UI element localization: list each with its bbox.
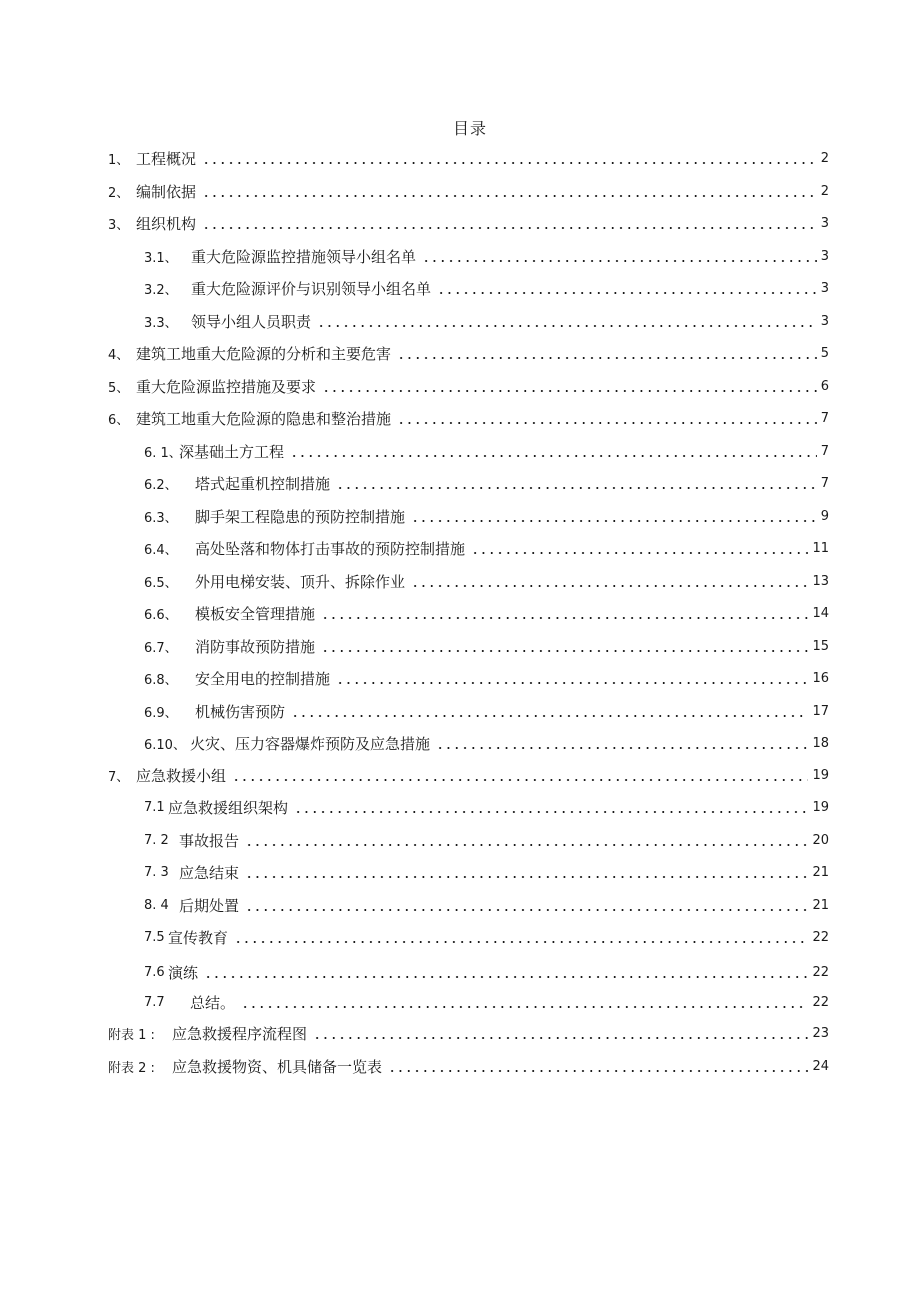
toc-entry[interactable] (108, 179, 829, 203)
toc-entry-page: 5 (820, 345, 829, 361)
dot-leader (290, 455, 817, 457)
dot-leader (411, 520, 817, 522)
toc-entry[interactable] (108, 406, 829, 430)
toc-entry-number: 7.7 (144, 994, 165, 1010)
toc-entry-page: 2 (820, 150, 829, 166)
toc-entry-page: 22 (812, 964, 829, 980)
toc-entry-page: 22 (812, 929, 829, 945)
dot-leader (397, 422, 817, 424)
toc-entry-number: 6.10、 (144, 737, 186, 753)
toc-entry[interactable] (144, 925, 829, 949)
dot-leader (397, 357, 817, 359)
toc-entry-page: 15 (812, 638, 829, 654)
dot-leader (234, 941, 808, 943)
toc-entry[interactable] (144, 990, 829, 1014)
toc-entry[interactable] (108, 211, 829, 235)
toc-entry-page: 21 (812, 897, 829, 913)
toc-entry[interactable] (144, 731, 829, 755)
toc-entry-page: 16 (812, 670, 829, 686)
toc-entry[interactable] (144, 860, 829, 884)
toc-entry[interactable] (144, 893, 829, 917)
toc-entry-label: 塔式起重机控制措施 (195, 474, 331, 493)
dot-leader (471, 552, 808, 554)
toc-entry-page: 7 (820, 410, 829, 426)
toc-entry-page: 14 (812, 605, 829, 621)
toc-entry-number: 7. 3 (144, 864, 169, 880)
toc-entry-number: 3、 (108, 217, 130, 233)
toc-entry-page: 3 (820, 313, 829, 329)
toc-entry-number: 2、 (108, 185, 130, 201)
toc-entry-label: 应急救援程序流程图 (172, 1024, 308, 1043)
dot-leader (202, 195, 817, 197)
toc-entry-number: 6.8、 (144, 672, 178, 688)
dot-leader (241, 1006, 808, 1008)
dot-leader (204, 976, 808, 978)
toc-entry-label: 深基础土方工程 (179, 442, 285, 461)
toc-entry-number: 6.9、 (144, 705, 178, 721)
dot-leader (313, 1037, 808, 1039)
toc-entry-label: 机械伤害预防 (195, 702, 286, 721)
toc-entry[interactable] (144, 309, 829, 333)
dot-leader (294, 811, 808, 813)
dot-leader (411, 585, 808, 587)
dot-leader (291, 715, 808, 717)
toc-entry-number: 7、 (108, 769, 130, 785)
toc-entry-page: 2 (820, 183, 829, 199)
toc-entry[interactable] (144, 634, 829, 658)
dot-leader (245, 876, 808, 878)
toc-entry-label: 宣传教育 (168, 928, 229, 947)
toc-entry[interactable] (144, 244, 829, 268)
dot-leader (422, 260, 817, 262)
dot-leader (436, 747, 808, 749)
toc-entry-label: 高处坠落和物体打击事故的预防控制措施 (195, 539, 466, 558)
toc-entry-label: 领导小组人员职责 (191, 312, 312, 331)
toc-entry-label: 脚手架工程隐患的预防控制措施 (195, 507, 406, 526)
toc-entry-label: 应急救援小组 (136, 766, 227, 785)
toc-entry-page: 19 (812, 799, 829, 815)
toc-entry-page: 23 (812, 1025, 829, 1041)
dot-leader (321, 650, 808, 652)
toc-entry[interactable] (144, 536, 829, 560)
toc-entry[interactable] (144, 504, 829, 528)
toc-entry[interactable] (144, 439, 829, 463)
toc-entry-number: 6. 1、 (144, 445, 182, 461)
toc-entry[interactable] (144, 699, 829, 723)
toc-entry-number: 7.6 (144, 964, 165, 980)
toc-entry-label: 组织机构 (136, 214, 197, 233)
toc-entry-number: 1、 (108, 152, 130, 168)
toc-entry-page: 3 (820, 215, 829, 231)
toc-entry-page: 17 (812, 703, 829, 719)
toc-entry[interactable] (144, 795, 829, 819)
toc-entry-label: 总结。 (190, 993, 236, 1012)
toc-entry-number: 6.4、 (144, 542, 178, 558)
toc-entry[interactable] (144, 569, 829, 593)
dot-leader (336, 682, 808, 684)
toc-entry-number: 6.7、 (144, 640, 178, 656)
toc-entry-number: 3.1、 (144, 250, 178, 266)
toc-entry[interactable] (144, 666, 829, 690)
dot-leader (388, 1070, 808, 1072)
toc-entry-number: 7. 2 (144, 832, 169, 848)
toc-entry-label: 应急救援物资、机具储备一览表 (172, 1057, 383, 1076)
toc-entry-number: 3.3、 (144, 315, 178, 331)
toc-entry-page: 9 (820, 508, 829, 524)
toc-entry-page: 20 (812, 832, 829, 848)
toc-entry-label: 工程概况 (136, 149, 197, 168)
toc-entry-page: 13 (812, 573, 829, 589)
toc-entry-number: 6.6、 (144, 607, 178, 623)
toc-entry-label: 应急结束 (179, 863, 240, 882)
toc-entry-label: 火灾、压力容器爆炸预防及应急措施 (190, 734, 431, 753)
toc-entry-number: 附表 2 : (108, 1060, 155, 1076)
toc-entry-number: 4、 (108, 347, 130, 363)
toc-entry-label: 编制依据 (136, 182, 197, 201)
toc-entry-label: 消防事故预防措施 (195, 637, 316, 656)
dot-leader (232, 779, 808, 781)
toc-entry-label: 重大危险源评价与识别领导小组名单 (191, 279, 432, 298)
toc-entry-number: 6.5、 (144, 575, 178, 591)
toc-entry-page: 24 (812, 1058, 829, 1074)
toc-entry-number: 6.3、 (144, 510, 178, 526)
toc-entry-page: 7 (820, 475, 829, 491)
dot-leader (202, 227, 817, 229)
toc-entry-number: 8. 4 (144, 897, 169, 913)
toc-title: 目录 (452, 119, 487, 138)
toc-entry-number: 6.2、 (144, 477, 178, 493)
toc-entry-label: 安全用电的控制措施 (195, 669, 331, 688)
toc-entry[interactable] (108, 341, 829, 365)
toc-entry-number: 3.2、 (144, 282, 178, 298)
toc-entry[interactable] (108, 1054, 829, 1078)
toc-entry-page: 22 (812, 994, 829, 1010)
toc-entry-number: 附表 1 : (108, 1027, 155, 1043)
toc-entry-page: 21 (812, 864, 829, 880)
dot-leader (245, 844, 808, 846)
toc-entry-label: 模板安全管理措施 (195, 604, 316, 623)
toc-entry[interactable] (108, 374, 829, 398)
toc-entry-label: 建筑工地重大危险源的隐患和整治措施 (136, 409, 392, 428)
dot-leader (322, 390, 817, 392)
toc-entry-page: 3 (820, 280, 829, 296)
toc-entry-label: 后期处置 (179, 896, 240, 915)
toc-entry[interactable] (144, 276, 829, 300)
toc-entry[interactable] (144, 828, 829, 852)
toc-entry-page: 3 (820, 248, 829, 264)
dot-leader (317, 325, 817, 327)
toc-entry-number: 7.1 (144, 799, 165, 815)
toc-entry-label: 外用电梯安装、顶升、拆除作业 (195, 572, 406, 591)
toc-entry[interactable] (108, 1021, 829, 1045)
dot-leader (336, 487, 817, 489)
toc-entry-page: 6 (820, 378, 829, 394)
toc-entry-label: 建筑工地重大危险源的分析和主要危害 (136, 344, 392, 363)
dot-leader (202, 162, 817, 164)
toc-entry-page: 11 (812, 540, 829, 556)
toc-entry[interactable] (144, 471, 829, 495)
toc-entry-label: 事故报告 (179, 831, 240, 850)
toc-entry[interactable] (144, 601, 829, 625)
toc-entry-number: 5、 (108, 380, 130, 396)
dot-leader (437, 292, 817, 294)
toc-entry[interactable] (108, 763, 829, 787)
toc-entry-page: 7 (820, 443, 829, 459)
toc-entry-label: 演练 (168, 963, 199, 982)
toc-entry-page: 18 (812, 735, 829, 751)
toc-entry[interactable] (108, 146, 829, 170)
toc-entry-page: 19 (812, 767, 829, 783)
toc-entry-label: 应急救援组织架构 (168, 798, 289, 817)
toc-entry-number: 7.5 (144, 929, 165, 945)
toc-entry-label: 重大危险源监控措施及要求 (136, 377, 317, 396)
dot-leader (245, 909, 808, 911)
toc-entry[interactable] (144, 960, 829, 984)
toc-entry-number: 6、 (108, 412, 130, 428)
dot-leader (321, 617, 808, 619)
toc-entry-label: 重大危险源监控措施领导小组名单 (191, 247, 417, 266)
